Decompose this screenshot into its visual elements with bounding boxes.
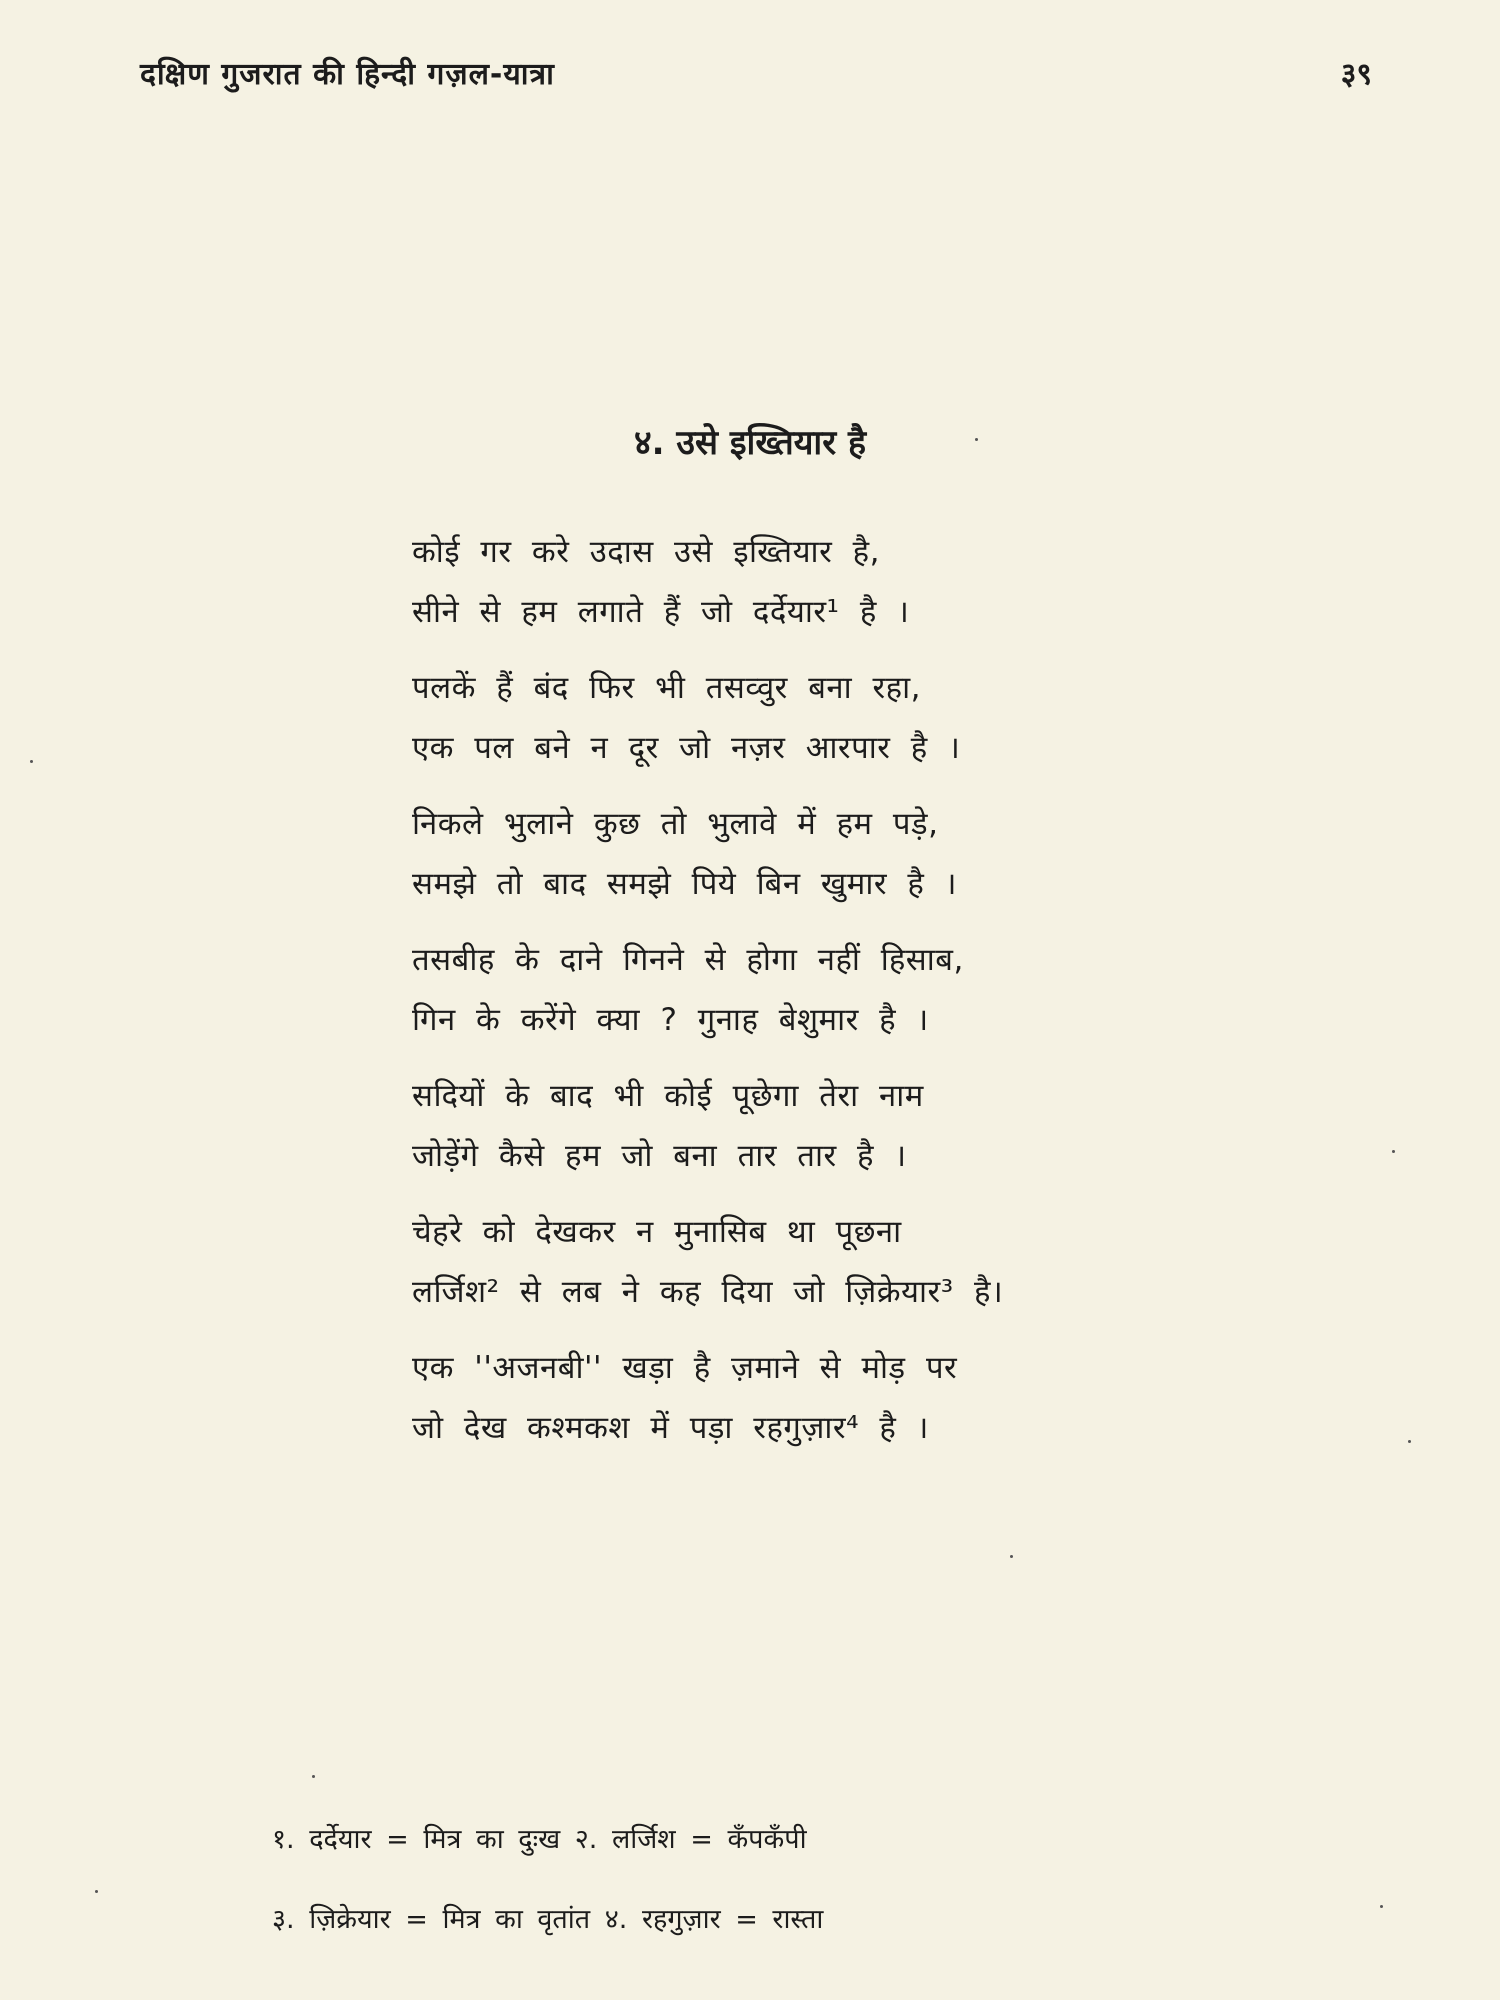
footnotes <box>272 1800 823 1960</box>
print-speck <box>312 1775 315 1778</box>
poem-line: पलकें हैं बंद फिर भी तसव्वुर बना रहा, <box>412 670 922 706</box>
poem-line: गिन के करेंगे क्या ? गुनाह बेशुमार है । <box>412 1002 929 1038</box>
footnote-line: ३. ज़िक्रेयार = मित्र का वृतांत ४. रहगुज़ार = रास्ता <box>272 1904 824 1935</box>
poem-line: सदियों के बाद भी कोई पूछेगा तेरा नाम <box>412 1078 924 1114</box>
stanza <box>412 658 1132 778</box>
poem-line: समझे तो बाद समझे पिये बिन खुमार है । <box>412 866 957 902</box>
poem-line: एक ''अजनबी'' खड़ा है ज़माने से मोड़ पर <box>412 1350 958 1386</box>
poem-line: चेहरे को देखकर न मुनासिब था पूछना <box>412 1214 902 1250</box>
poem-line: एक पल बने न दूर जो नज़र आरपार है । <box>412 730 961 766</box>
print-speck <box>95 1890 98 1893</box>
stanza <box>412 1202 1132 1322</box>
stanza <box>412 522 1132 642</box>
print-speck <box>975 438 978 441</box>
poem-line: तसबीह के दाने गिनने से होगा नहीं हिसाब, <box>412 942 964 978</box>
poem-line: निकले भुलाने कुछ तो भुलावे में हम पड़े, <box>412 806 939 842</box>
poem-line: लर्जिश² से लब ने कह दिया जो ज़िक्रेयार³ है। <box>412 1274 1004 1310</box>
poem-line: जो देख कश्मकश में पड़ा रहगुज़ार⁴ है । <box>412 1410 929 1446</box>
print-speck <box>1010 1555 1013 1558</box>
print-speck <box>30 760 33 763</box>
running-head: दक्षिण गुजरात की हिन्दी गज़ल-यात्रा <box>140 57 555 92</box>
footnote-line: १. दर्देयार = मित्र का दुःख २. लर्जिश = कँपकँपी <box>272 1824 807 1855</box>
stanza <box>412 930 1132 1050</box>
print-speck <box>1392 1150 1395 1153</box>
poem-line: कोई गर करे उदास उसे इख्तियार है, <box>412 534 880 570</box>
poem-line: जोड़ेंगे कैसे हम जो बना तार तार है । <box>412 1138 907 1174</box>
print-speck <box>1408 1440 1411 1443</box>
poem-title: ४. उसे इख्तियार है <box>633 423 867 463</box>
poem-line: सीने से हम लगाते हैं जो दर्देयार¹ है । <box>412 594 910 630</box>
page-number: ३९ <box>1340 57 1372 92</box>
poem-body <box>412 522 1132 1474</box>
stanza <box>412 1338 1132 1458</box>
print-speck <box>1380 1905 1383 1908</box>
stanza <box>412 794 1132 914</box>
stanza <box>412 1066 1132 1186</box>
